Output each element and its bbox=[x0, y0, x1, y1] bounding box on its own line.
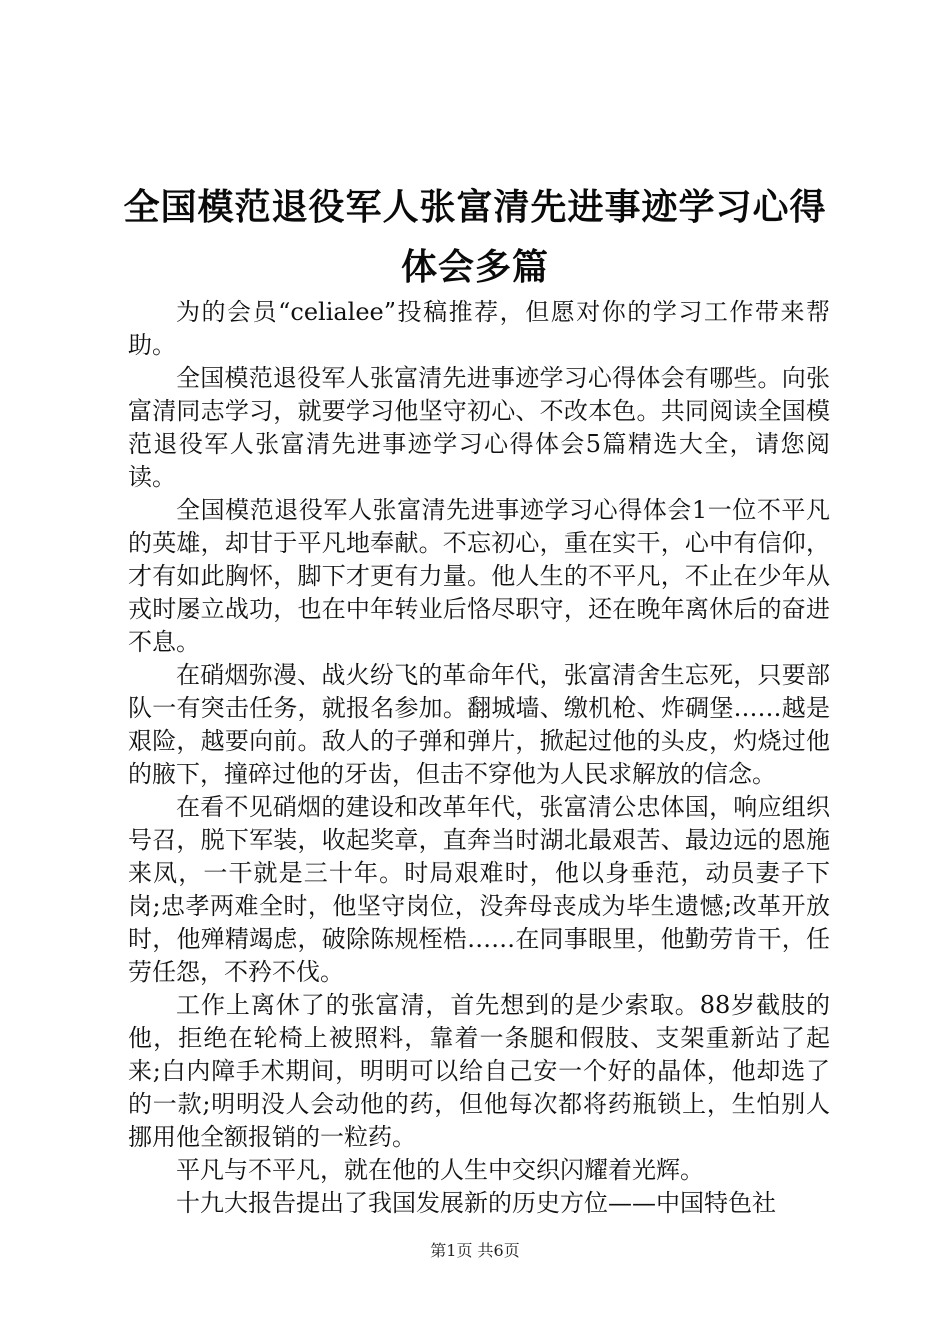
page-indicator: 第1页 共6页 bbox=[430, 1241, 520, 1260]
page-footer bbox=[0, 1240, 950, 1262]
paragraph-nineteenth-congress: 十九大报告提出了我国发展新的历史方位——中国特色社 bbox=[176, 1189, 776, 1217]
paragraph-construction-era: 在看不见硝烟的建设和改革年代，张富清公忠体国，响应组织号召，脱下军装，收起奖章，直奔当时湖北最艰苦、最边远的恩施来凤，一干就是三十年。时局艰难时，他以身垂范，动员妻子下岗;忠孝两难全时，他坚守岗位，没奔母丧成为毕生遗憾;改革开放时，他殚精竭虑，破除陈规桎梏……在同事眼里，他勤劳肯干，任劳任怨，不矜不伐。 bbox=[128, 793, 830, 986]
document-title: 全国模范退役军人张富清先进事迹学习心得体会多篇 bbox=[123, 187, 827, 288]
paragraph-summary: 平凡与不平凡，就在他的人生中交织闪耀着光辉。 bbox=[176, 1156, 704, 1184]
document-body bbox=[128, 296, 830, 1220]
paragraph-revolution-era: 在硝烟弥漫、战火纷飞的革命年代，张富清舍生忘死，只要部队一有突击任务，就报名参加。翻城墙、缴机枪、炸碉堡……越是艰险，越要向前。敌人的子弹和弹片，掀起过他的头皮，灼烧过他的腋下，撞碎过他的牙齿，但击不穿他为人民求解放的信念。 bbox=[128, 661, 830, 788]
paragraph-overview: 全国模范退役军人张富清先进事迹学习心得体会有哪些。向张富清同志学习，就要学习他坚守初心、不改本色。共同阅读全国模范退役军人张富清先进事迹学习心得体会5篇精选大全，请您阅读。 bbox=[128, 364, 830, 491]
paragraph-essay-1-opening: 全国模范退役军人张富清先进事迹学习心得体会1一位不平凡的英雄，却甘于平凡地奉献。不忘初心，重在实干，心中有信仰，才有如此胸怀，脚下才更有力量。他人生的不平凡，不止在少年从戎时屡立战功，也在中年转业后恪尽职守，还在晚年离休后的奋进不息。 bbox=[128, 496, 830, 656]
paragraph-retirement: 工作上离休了的张富清，首先想到的是少索取。88岁截肢的他，拒绝在轮椅上被照料，靠着一条腿和假肢、支架重新站了起来;白内障手术期间，明明可以给自己安一个好的晶体，他却选了的一款;明明没人会动他的药，但他每次都将药瓶锁上，生怕别人挪用他全额报销的一粒药。 bbox=[128, 991, 830, 1151]
paragraph-intro: 为的会员“celialee”投稿推荐，但愿对你的学习工作带来帮助。 bbox=[128, 298, 830, 359]
